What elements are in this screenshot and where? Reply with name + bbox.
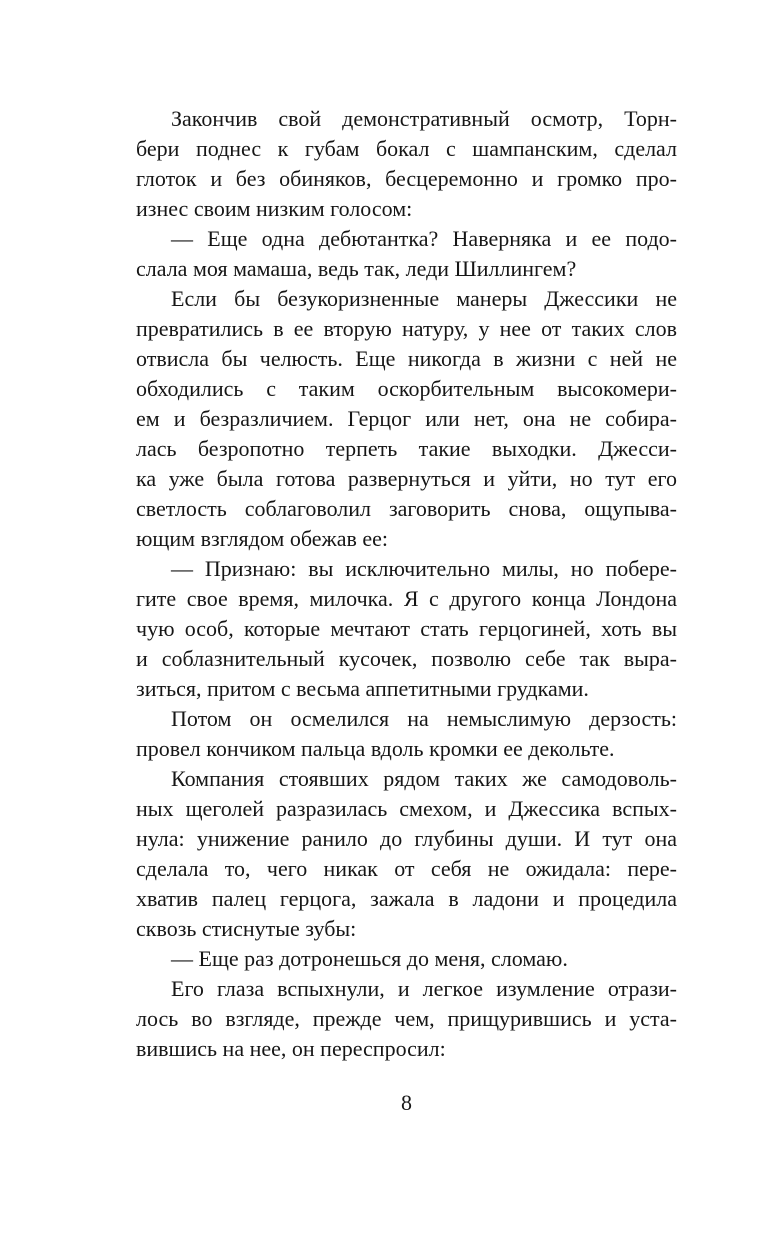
paragraph [136,944,677,974]
text-line: ных щеголей разразилась смехом, и Джессика вспых- [136,796,677,821]
text-line: сделала то, чего никак от себя не ожидала: пере- [136,856,677,881]
paragraph [136,704,677,764]
text-line: слала моя мамаша, ведь так, леди Шиллингем? [136,256,577,281]
text-line: — Еще одна дебютантка? Наверняка и ее подо- [171,226,677,251]
text-line: вившись на нее, он переспросил: [136,1036,446,1061]
text-line: нула: унижение ранило до глубины души. И тут она [136,826,677,851]
text-line: — Еще раз дотронешься до меня, сломаю. [171,946,568,971]
text-line: сквозь стиснутые зубы: [136,916,357,941]
text-line: глоток и без обиняков, бесцеремонно и громко про- [136,166,677,191]
text-line: лось во взгляде, прежде чем, прищурившись и уста- [136,1006,677,1031]
text-block [136,104,677,1064]
text-line: — Признаю: вы исключительно милы, но побере- [171,556,677,581]
text-line: ющим взглядом обежав ее: [136,526,389,551]
paragraph [136,554,677,704]
text-line: зиться, притом с весьма аппетитными грудками. [136,676,589,701]
paragraph [136,764,677,944]
paragraph [136,104,677,224]
text-line: превратились в ее вторую натуру, у нее от таких слов [136,316,677,341]
text-line: Потом он осмелился на немыслимую дерзость: [171,706,677,731]
text-line: Компания стоявших рядом таких же самодоволь- [171,766,677,791]
text-line: чую особ, которые мечтают стать герцогиней, хоть вы [136,616,677,641]
text-line: провел кончиком пальца вдоль кромки ее декольте. [136,736,615,761]
text-line: Если бы безукоризненные манеры Джессики не [171,286,677,311]
page-number: 8 [401,1090,412,1115]
text-line: обходились с таким оскорбительным высокомери- [136,376,677,401]
text-line: Закончив свой демонстративный осмотр, Торн- [171,106,677,131]
paragraph [136,284,677,554]
text-line: лась безропотно терпеть такие выходки. Джесси- [136,436,677,461]
text-line: и соблазнительный кусочек, позволю себе так выра- [136,646,677,671]
text-line: светлость соблаговолил заговорить снова, ощупыва- [136,496,677,521]
text-line: бери поднес к губам бокал с шампанским, сделал [136,136,677,161]
text-line: хватив палец герцога, зажала в ладони и процедила [136,886,677,911]
text-line: гите свое время, милочка. Я с другого конца Лондона [136,586,677,611]
text-line: Его глаза вспыхнули, и легкое изумление отрази- [171,976,677,1001]
text-line: ем и безразличием. Герцог или нет, она не собира- [136,406,677,431]
paragraph [136,974,677,1064]
text-line: изнес своим низким голосом: [136,196,413,221]
paragraph [136,224,677,284]
text-line: отвисла бы челюсть. Еще никогда в жизни с ней не [136,346,677,371]
text-line: ка уже была готова развернуться и уйти, но тут его [136,466,677,491]
